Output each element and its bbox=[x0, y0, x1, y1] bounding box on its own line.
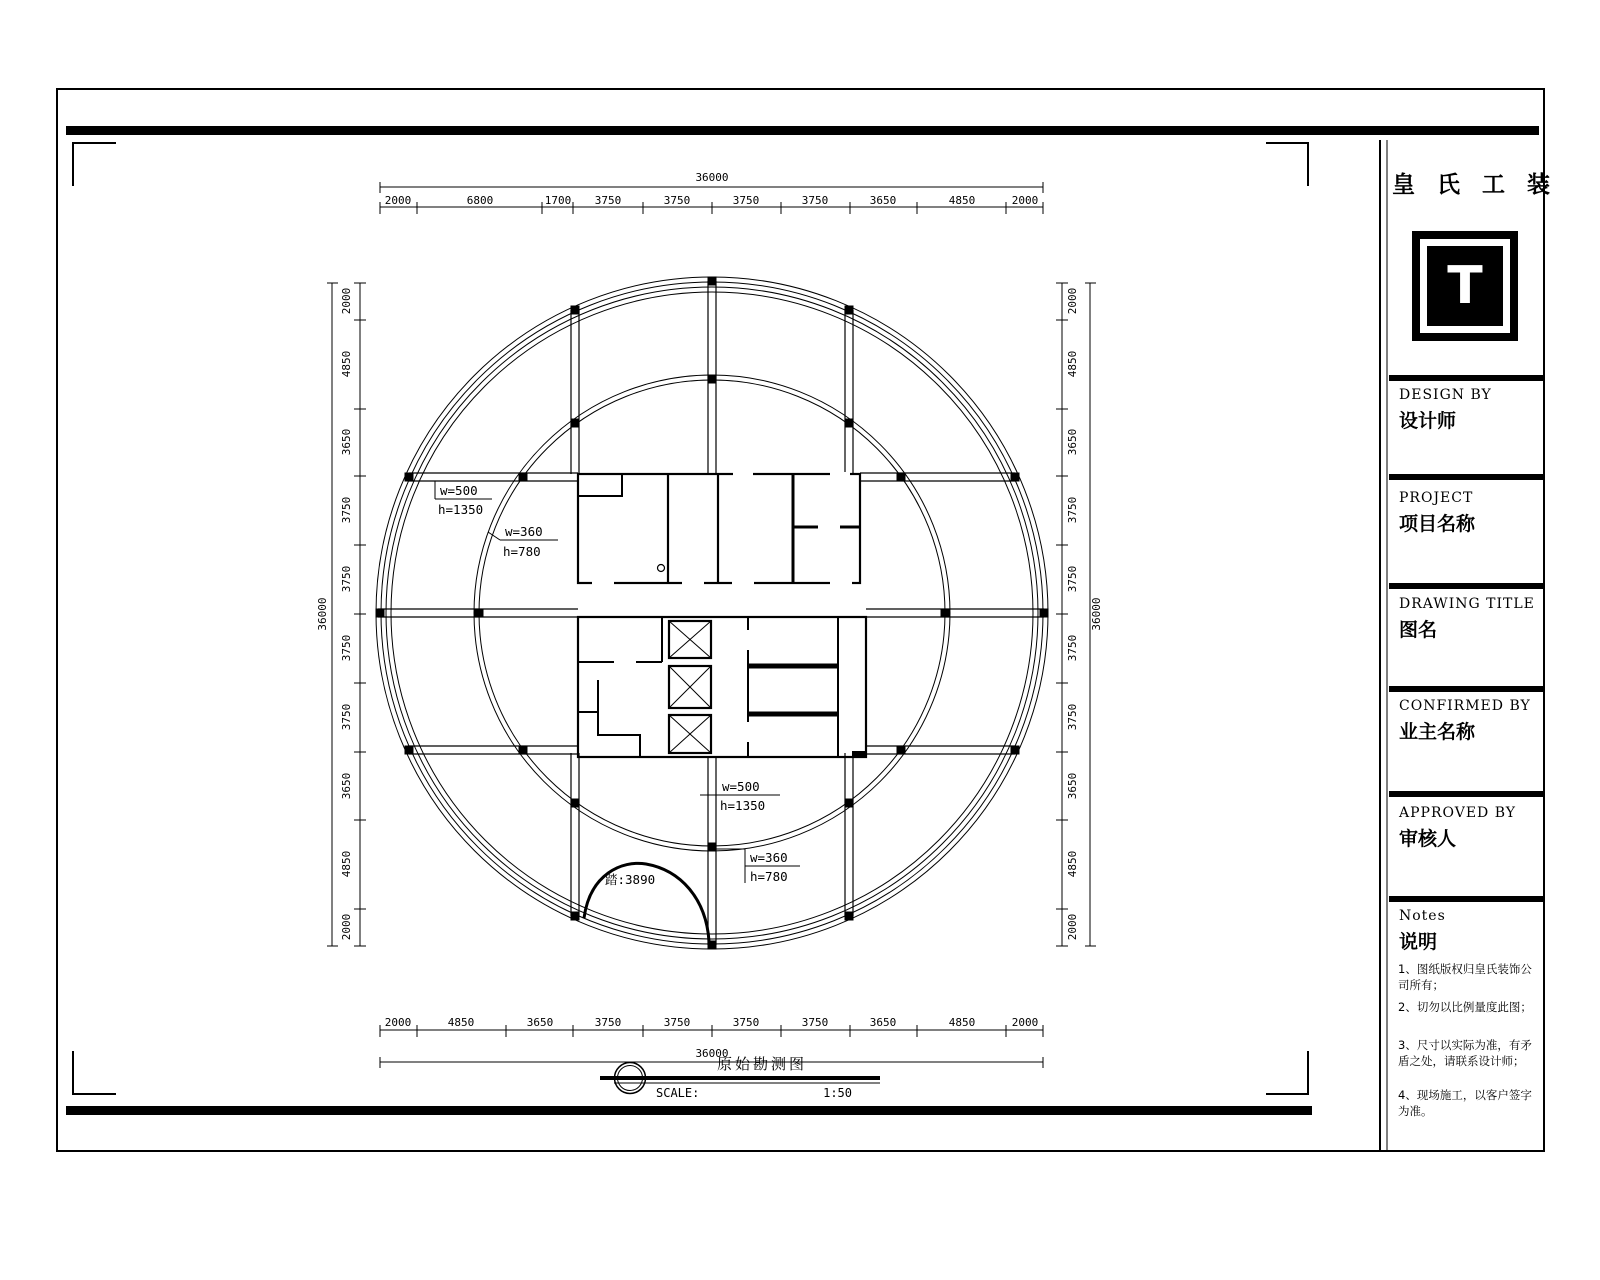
section-design-by bbox=[1399, 387, 1541, 433]
notes-label-cn: 说明 bbox=[1399, 931, 1438, 953]
dim-label: 6800 bbox=[466, 194, 494, 207]
dim-label: 4850 bbox=[948, 194, 976, 207]
section-notes bbox=[1399, 908, 1541, 954]
section-project bbox=[1399, 490, 1541, 536]
dim-label: 2000 bbox=[340, 913, 353, 941]
dim-label: 3650 bbox=[869, 194, 897, 207]
core-upper-block bbox=[578, 474, 860, 583]
dim-label: 3750 bbox=[594, 1016, 622, 1029]
elevator-x-symbols bbox=[669, 621, 711, 753]
dim-label: 4850 bbox=[340, 850, 353, 878]
drawing-name: 原始勘测图 bbox=[716, 1055, 808, 1073]
dim-total-left: 36000 bbox=[316, 597, 329, 631]
scale-value: 1:50 bbox=[823, 1086, 852, 1100]
note-item: 2、切勿以比例量度此图； bbox=[1398, 1000, 1532, 1014]
top-border-bar bbox=[66, 126, 1539, 135]
dim-label: 4850 bbox=[1066, 350, 1079, 378]
titleblock-divider bbox=[1389, 686, 1544, 692]
scale-label: SCALE: bbox=[656, 1086, 700, 1100]
section-label-cn: 业主名称 bbox=[1399, 721, 1476, 743]
core-lower-block bbox=[578, 617, 866, 757]
dim-label: 3750 bbox=[1066, 703, 1079, 731]
dim-label: 3750 bbox=[663, 194, 691, 207]
window-a-height-label: h=1350 bbox=[438, 502, 484, 517]
dim-label: 3750 bbox=[732, 1016, 760, 1029]
dim-label: 4850 bbox=[948, 1016, 976, 1029]
section-label-en: DESIGN BY bbox=[1399, 387, 1492, 403]
dim-total-bottom: 36000 bbox=[695, 1047, 729, 1060]
dim-label: 3650 bbox=[869, 1016, 897, 1029]
dimension-chain-left bbox=[316, 283, 366, 946]
window-b-height-label: h=780 bbox=[503, 544, 541, 559]
company-name: 皇 氏 工 装 bbox=[1392, 171, 1558, 198]
section-label-en: APPROVED BY bbox=[1399, 805, 1517, 821]
titleblock-divider bbox=[1389, 583, 1544, 589]
dim-label: 4850 bbox=[447, 1016, 475, 1029]
note-item: 3、尺寸以实际为准，有矛盾之处，请联系设计师； bbox=[1398, 1038, 1532, 1068]
window-a-width-label: w=500 bbox=[440, 483, 478, 498]
titleblock-divider bbox=[1389, 375, 1544, 381]
dim-label: 3650 bbox=[340, 772, 353, 800]
dim-label: 3750 bbox=[340, 703, 353, 731]
section-label-en: CONFIRMED BY bbox=[1399, 698, 1531, 714]
dimension-chain-bottom bbox=[380, 1016, 1043, 1068]
stair-enclosure-wall bbox=[598, 680, 640, 757]
window-b-width-label: w=360 bbox=[505, 524, 543, 539]
titleblock-divider bbox=[1389, 474, 1544, 480]
dim-total-right: 36000 bbox=[1090, 597, 1103, 631]
corner-mark-top-right bbox=[1266, 143, 1308, 186]
dim-label: 3750 bbox=[340, 634, 353, 662]
dim-label: 3750 bbox=[340, 565, 353, 593]
note-item: 1、图纸版权归皇氏装饰公司所有； bbox=[1398, 962, 1532, 992]
dim-label: 3750 bbox=[801, 194, 829, 207]
inner-wall-ring bbox=[474, 375, 950, 851]
column-grid bbox=[376, 277, 1049, 950]
dim-label: 2000 bbox=[340, 287, 353, 315]
dim-label: 1700 bbox=[544, 194, 572, 207]
logo-inner-frame bbox=[1420, 239, 1510, 333]
corner-mark-bottom-left bbox=[73, 1051, 116, 1094]
logo-letter: T bbox=[1447, 256, 1483, 316]
section-label-cn: 审核人 bbox=[1399, 828, 1457, 850]
section-approved-by bbox=[1399, 805, 1541, 851]
corner-mark-bottom-right bbox=[1266, 1051, 1308, 1094]
dim-label: 3750 bbox=[594, 194, 622, 207]
section-label-cn: 项目名称 bbox=[1399, 513, 1476, 535]
dim-label: 3750 bbox=[801, 1016, 829, 1029]
window-b-width-label: w=360 bbox=[750, 850, 788, 865]
floor-drain-symbol bbox=[658, 565, 665, 572]
dim-label: 4850 bbox=[1066, 850, 1079, 878]
section-label-en: PROJECT bbox=[1399, 490, 1474, 506]
titleblock-divider bbox=[1389, 791, 1544, 797]
dim-label: 3750 bbox=[1066, 565, 1079, 593]
window-a-width-label: w=500 bbox=[722, 779, 760, 794]
entrance-dimension-label: 踏:3890 bbox=[605, 872, 656, 887]
dim-label: 3750 bbox=[663, 1016, 691, 1029]
dim-label: 2000 bbox=[384, 194, 412, 207]
dim-label: 3750 bbox=[732, 194, 760, 207]
company-logo bbox=[1412, 231, 1518, 341]
dim-total-top: 36000 bbox=[695, 171, 729, 184]
section-drawing-title bbox=[1399, 596, 1541, 642]
dim-label: 2000 bbox=[1066, 287, 1079, 315]
dim-label: 2000 bbox=[384, 1016, 412, 1029]
dim-label: 3750 bbox=[1066, 634, 1079, 662]
titleblock-divider bbox=[1389, 896, 1544, 902]
logo-core bbox=[1427, 246, 1503, 326]
section-confirmed-by bbox=[1399, 698, 1541, 744]
note-item: 4、现场施工，以客户签字为准。 bbox=[1398, 1088, 1532, 1118]
corner-mark-top-left bbox=[73, 143, 116, 186]
dim-label: 3650 bbox=[1066, 428, 1079, 456]
dim-label: 3650 bbox=[526, 1016, 554, 1029]
dim-label: 3650 bbox=[340, 428, 353, 456]
window-b-height-label: h=780 bbox=[750, 869, 788, 884]
notes-label-en: Notes bbox=[1399, 908, 1446, 924]
dim-label: 2000 bbox=[1011, 194, 1039, 207]
section-label-cn: 设计师 bbox=[1399, 410, 1457, 432]
sheet-frame bbox=[57, 89, 1558, 1151]
dim-label: 2000 bbox=[1066, 913, 1079, 941]
dimension-chain-right bbox=[1056, 283, 1103, 946]
dim-label: 3750 bbox=[1066, 496, 1079, 524]
dim-label: 3650 bbox=[1066, 772, 1079, 800]
bottom-border-bar bbox=[66, 1106, 1312, 1115]
dim-label: 3750 bbox=[340, 496, 353, 524]
dim-label: 2000 bbox=[1011, 1016, 1039, 1029]
window-a-height-label: h=1350 bbox=[720, 798, 766, 813]
dim-label: 4850 bbox=[340, 350, 353, 378]
dimension-chain-top bbox=[380, 171, 1043, 214]
section-label-en: DRAWING TITLE bbox=[1399, 596, 1535, 612]
section-label-cn: 图名 bbox=[1399, 619, 1438, 641]
